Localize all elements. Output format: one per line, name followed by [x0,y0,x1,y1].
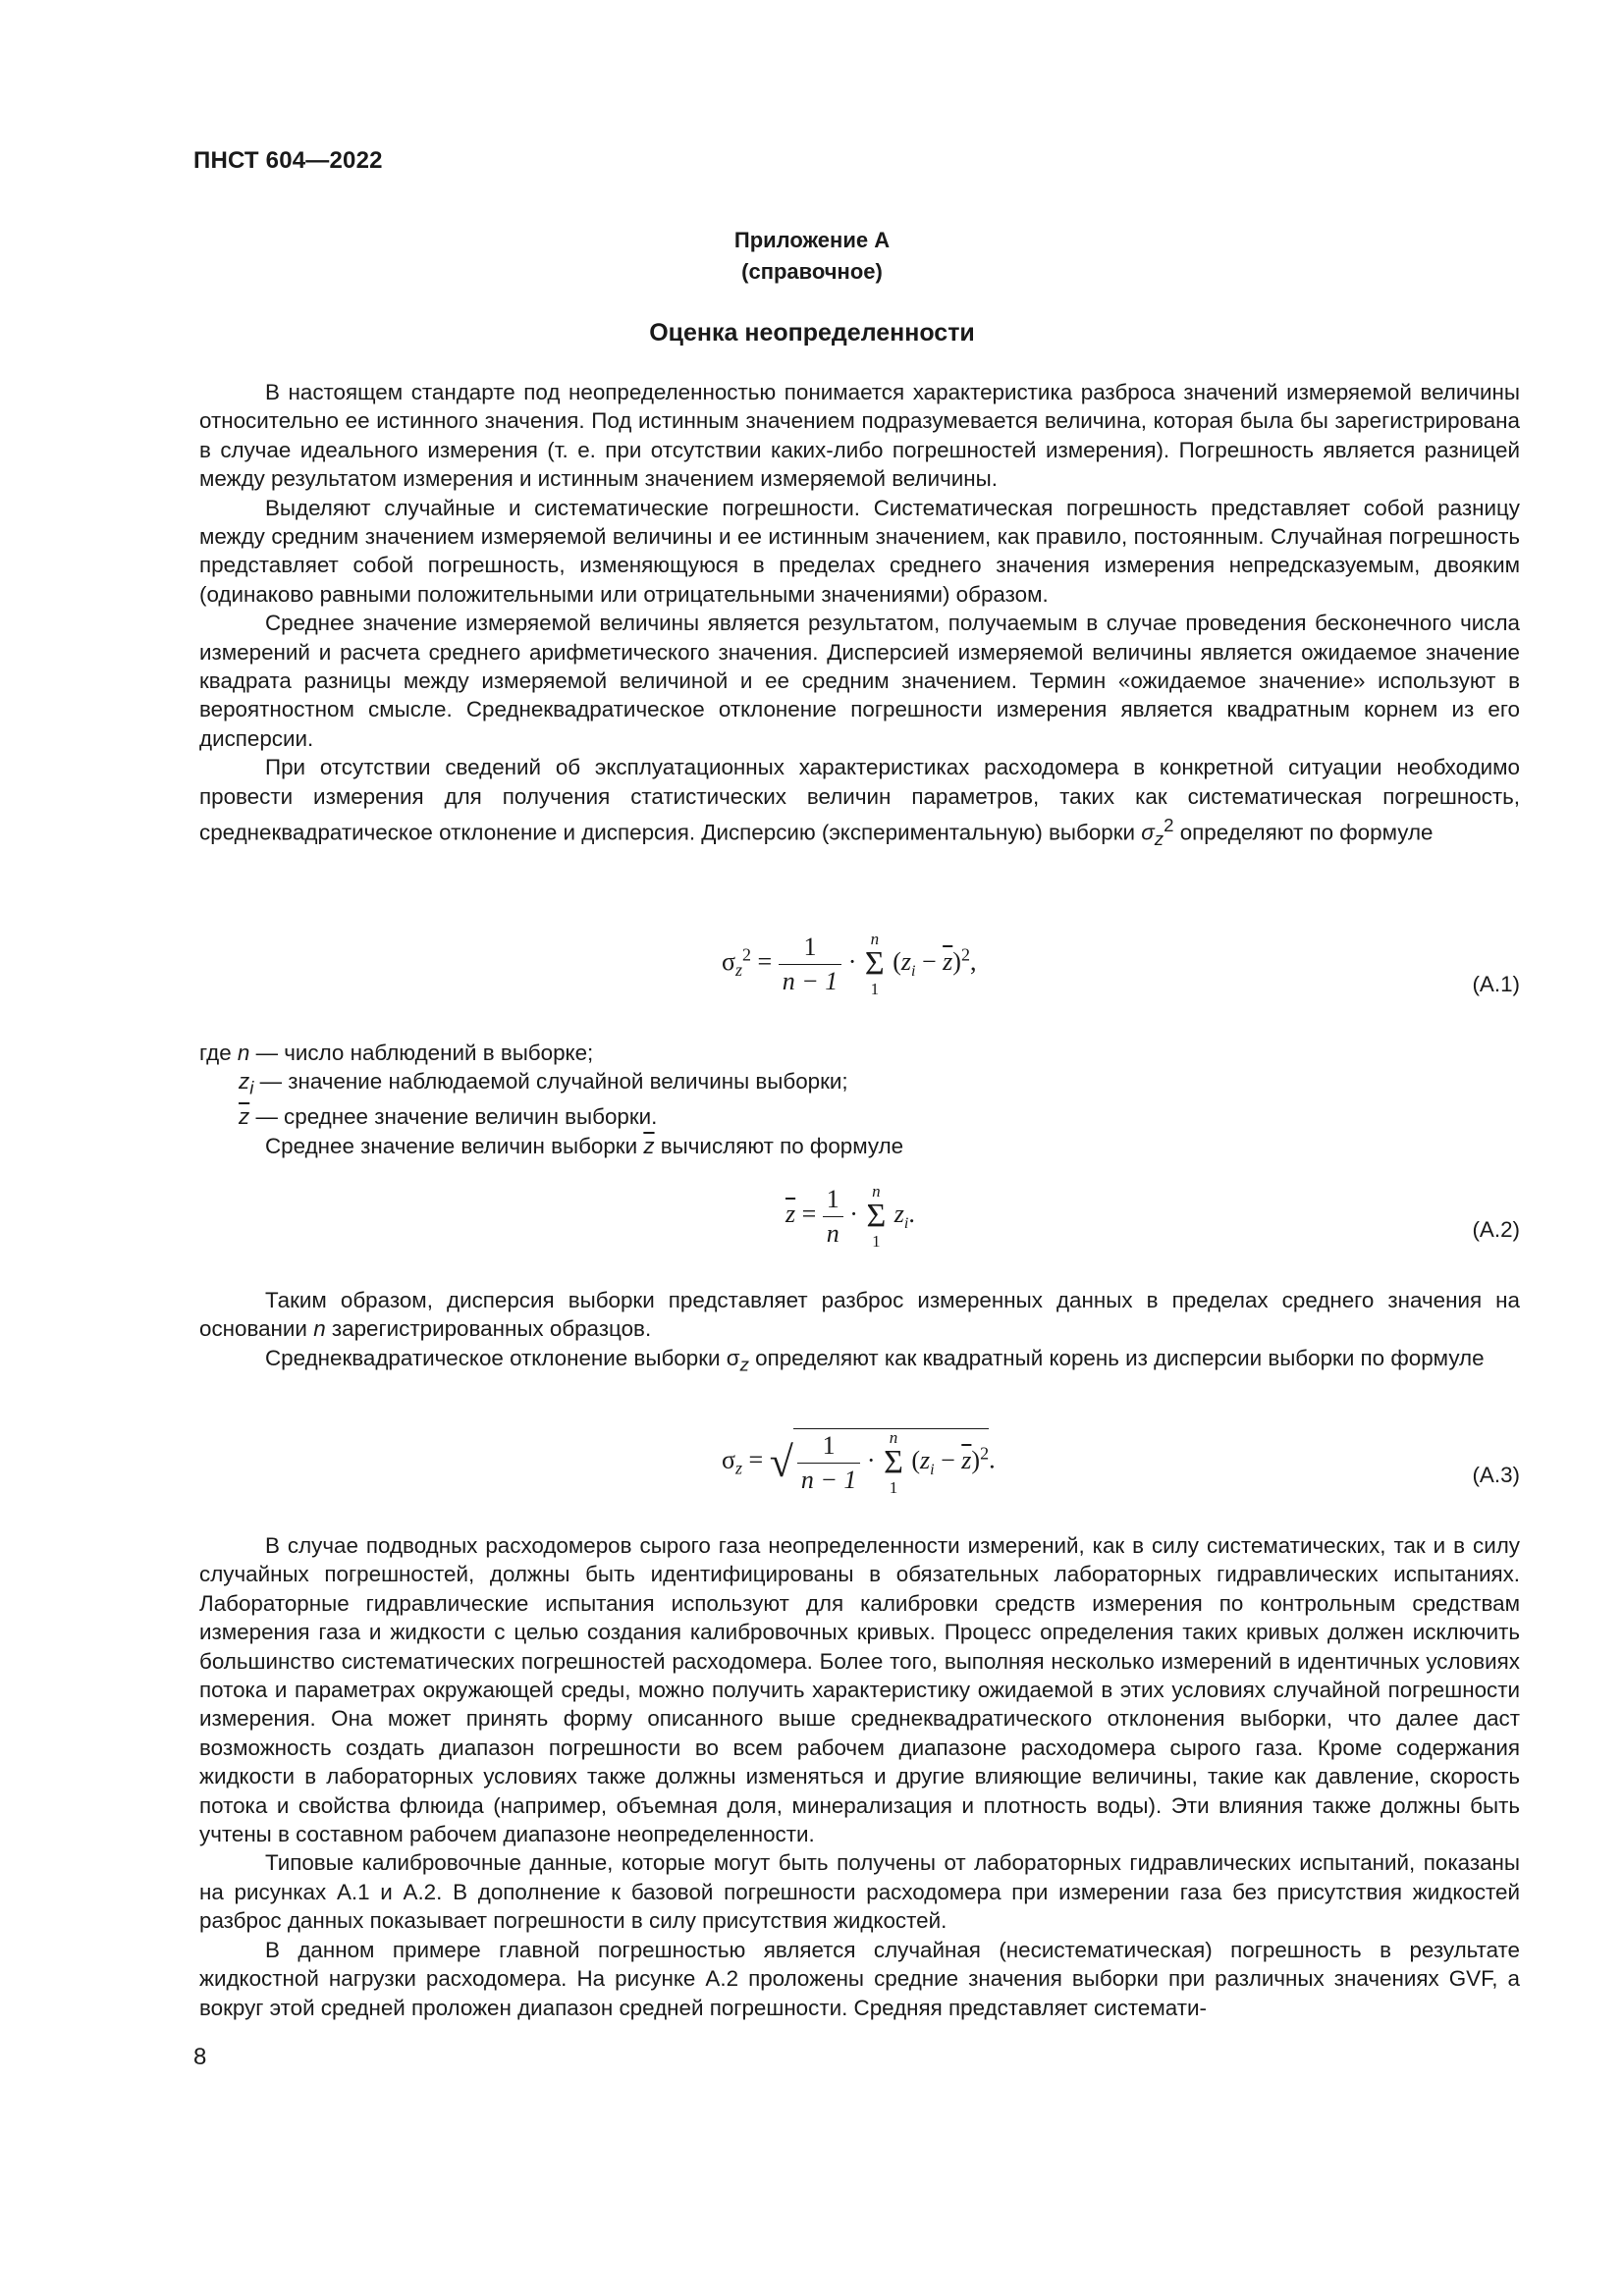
annex-title: Приложение А [733,228,891,252]
paragraph: Среднее значение измеряемой величины является результатом, получаемым в случае проведения бесконечного числа измерений и расчета среднего арифметического значения. Дисперсией измеряемой величины является ожидаемое значение квадрата разницы между измеряемой величиной и ее средним значением. Термин «ожидаемое значение» используют в вероятностном смысле. Среднеквадратическое отклонение погрешности измерения является квадратным корнем из его дисперсии. [199,611,1520,751]
body-block-2 [199,1286,1520,1379]
sigma-symbol: σ [1141,820,1155,845]
paragraph: Выделяют случайные и систематические погрешности. Систематическая погрешность представляет собой разницу между средним значением измеряемой величины и ее истинным значением, как правило, постоянным. Случайная погрешность представляет собой погрешность, изменяющуюся в пределах среднего значения измерения непредсказуемым, двояким (одинаково равными положительными или отрицательными значениями) образом. [199,495,1520,607]
equation-a2: $\overline{z}$ = $\frac{1}{n}$ · n Σ 1 $z_i$. [785,1182,915,1251]
paragraph: При отсутствии сведений об эксплуатационных характеристиках расходомера в конкретной ситуации необходимо провести измерения для получения статистических величин параметров, таких как систематическая погрешность, среднеквадратическое отклонение и дисперсия. Дисперсию (экспериментальную) выборки $\sigma_z^2$ определяют по формуле [199,755,1520,850]
paragraph: В настоящем стандарте под неопределенностью понимается характеристика разброса значений измеряемой величины относительно ее истинного значения. Под истинным значением подразумевается величина, которая была бы зарегистрирована в случае идеального измерения (т. е. при отсутствии каких-либо погрешностей измерения). Погрешность является разницей между результатом измерения и истинным значением измеряемой величины. [199,380,1520,492]
equation-a3: $\sigma_z$ = √ $\frac{1}{n - 1}$ · n Σ 1 $(z_i - \overline{z})^2$. [722,1428,996,1497]
paragraph: В случае подводных расходомеров сырого газа неопределенности измерений, как в силу систематических, так и в силу случайных погрешностей, должны быть идентифицированы в обязательных лабораторных гидравлических испытаниях. Лабораторные гидравлические испытания используют для калибровки средств измерения по контрольным средствам измерения газа и жидкости с целью создания калибровочных кривых. Процесс определения таких кривых должен исключить большинство систематических погрешностей расходомера. Более того, выполняя несколько измерений в идентичных условиях потока и параметрах окружающей среды, можно получить характеристику ожидаемой в этих условиях случайной погрешности измерения. Она может принять форму описанного выше среднеквадратического отклонения выборки, что далее даст возможность создать диапазон погрешности во всем рабочем диапазоне расходомера сырого газа. Кроме содержания жидкости в лабораторных условиях также должны изменяться и другие влияющие величины, такие как давление, скорость потока и свойства флюида (например, объемная доля, минерализация и плотность воды). Эти влияния также должны быть учтены в составном рабочем диапазоне неопределенности. [199,1533,1520,1847]
paragraph: Среднеквадратическое отклонение выборки $\sigma_z$ определяют как квадратный корень из дисперсии выборки по формуле [265,1345,1485,1375]
section-title: Оценка неопределенности [649,319,975,347]
body-block-1 [199,378,1520,853]
equation-number-a1: (А.1) [1472,972,1520,996]
mean-intro: Среднее значение величин выборки $\overline{z}$ вычисляют по формуле [265,1133,904,1158]
page-number: 8 [193,2044,207,2070]
paragraph: Таким образом, дисперсия выборки представляет разброс измеренных данных в пределах среднего значения на основании n зарегистрированных образцов. [199,1288,1520,1342]
definition-item: $z_i$ — значение наблюдаемой случайной величины выборки; [239,1069,848,1098]
definition-item: $\overline{z}$ — среднее значение величин выборки. [239,1104,658,1130]
annex-subtitle: (справочное) [741,259,883,284]
equation-number-a3: (А.3) [1472,1463,1520,1487]
definition-item: где n — число наблюдений в выборке; [199,1041,594,1065]
symbol-definitions [199,1039,903,1160]
paragraph: В данном примере главной погрешностью является случайная (несистематическая) погрешность в результате жидкостной нагрузки расходомера. На рисунке А.2 проложены средние значения выборки при различных значениях GVF, а вокруг этой средней проложен диапазон средней погрешности. Средняя представляет системати- [199,1937,1520,2020]
equation-number-a2: (А.2) [1472,1217,1520,1242]
paragraph: Типовые калибровочные данные, которые могут быть получены от лабораторных гидравлических испытаний, показаны на рисунках А.1 и А.2. В дополнение к базовой погрешности расходомера при измерении газа без присутствия жидкостей разброс данных показывает погрешности в силу присутствия жидкостей. [199,1850,1520,1934]
equation-a1: $\sigma_z^2$ = $\frac{1}{n - 1}$ · n Σ 1 $(z_i - \overline{z})^2$, [722,930,977,998]
standard-designation: ПНСТ 604—2022 [193,147,383,174]
annex-heading [0,225,1624,288]
body-block-3 [199,1531,1520,2022]
